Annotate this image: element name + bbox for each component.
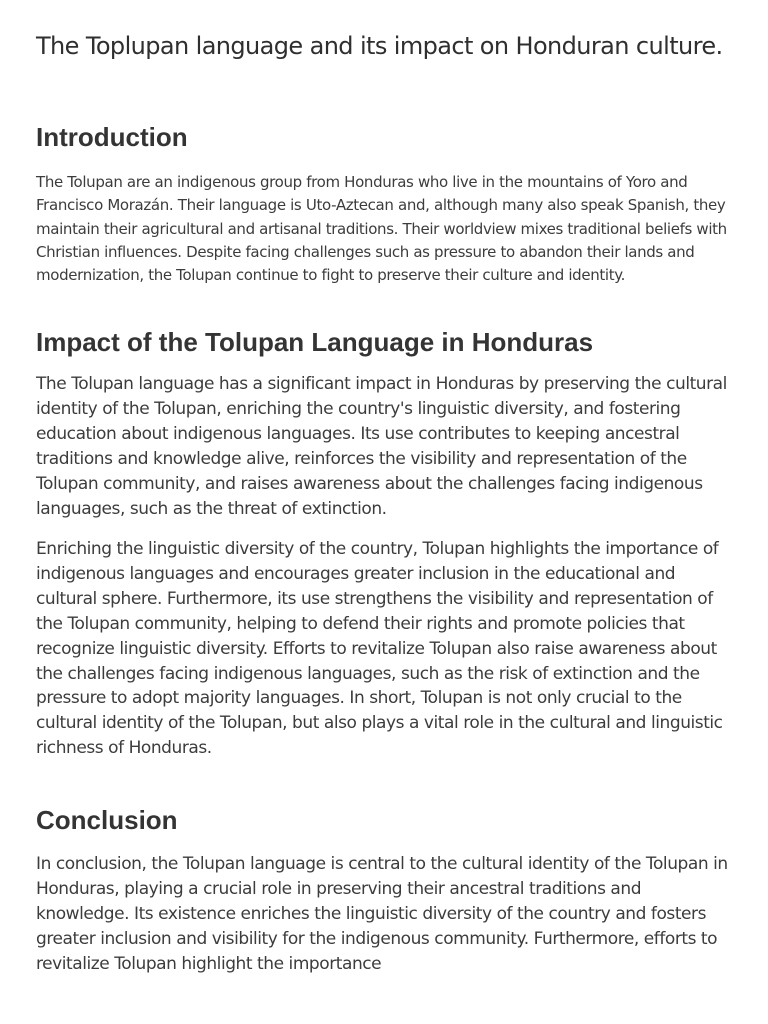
section-heading-introduction: Introduction <box>36 122 188 152</box>
section-heading-impact: Impact of the Tolupan Language in Honduras <box>36 327 594 357</box>
impact-paragraph-1: The Tolupan language has a significant impact in Honduras by preserving the cultural identity of the Tolupan, enriching the country's linguistic diversity, and fostering education about indigenous languages. Its use contributes to keeping ancestral traditions and knowledge alive, reinforces the visibility and representation of the Tolupan community, and raises awareness about the challenges facing indigenous languages, such as the threat of extinction. <box>36 374 727 519</box>
conclusion-paragraph: In conclusion, the Tolupan language is central to the cultural identity of the Tolupan in Honduras, playing a crucial role in preserving their ancestral traditions and knowledge. Its existence enriches the linguistic diversity of the country and fosters greater inclusion and visibility for the indigenous community. Furthermore, efforts to revitalize Tolupan highlight the importance <box>36 854 728 974</box>
document-title: The Toplupan language and its impact on Honduran culture. <box>36 32 723 60</box>
introduction-paragraph: The Tolupan are an indigenous group from Honduras who live in the mountains of Yoro and Francisco Morazán. Their language is Uto-Aztecan and, although many also speak Spanish, they maintain their agricultural and artisanal traditions. Their worldview mixes traditional beliefs with Christian influences. Despite facing challenges such as pressure to abandon their lands and modernization, the Tolupan continue to fight to preserve their culture and identity. <box>36 173 727 285</box>
impact-paragraph-2: Enriching the linguistic diversity of the country, Tolupan highlights the importance of indigenous languages and encourages greater inclusion in the educational and cultural sphere. Furthermore, its use strengthens the visibility and representation of the Tolupan community, helping to defend their rights and promote policies that recognize linguistic diversity. Efforts to revitalize Tolupan also raise awareness about the challenges facing indigenous languages, such as the risk of extinction and the pressure to adopt majority languages. In short, Tolupan is not only crucial to the cultural identity of the Tolupan, but also plays a vital role in the cultural and linguistic richness of Honduras. <box>36 539 723 759</box>
section-heading-conclusion: Conclusion <box>36 805 178 835</box>
